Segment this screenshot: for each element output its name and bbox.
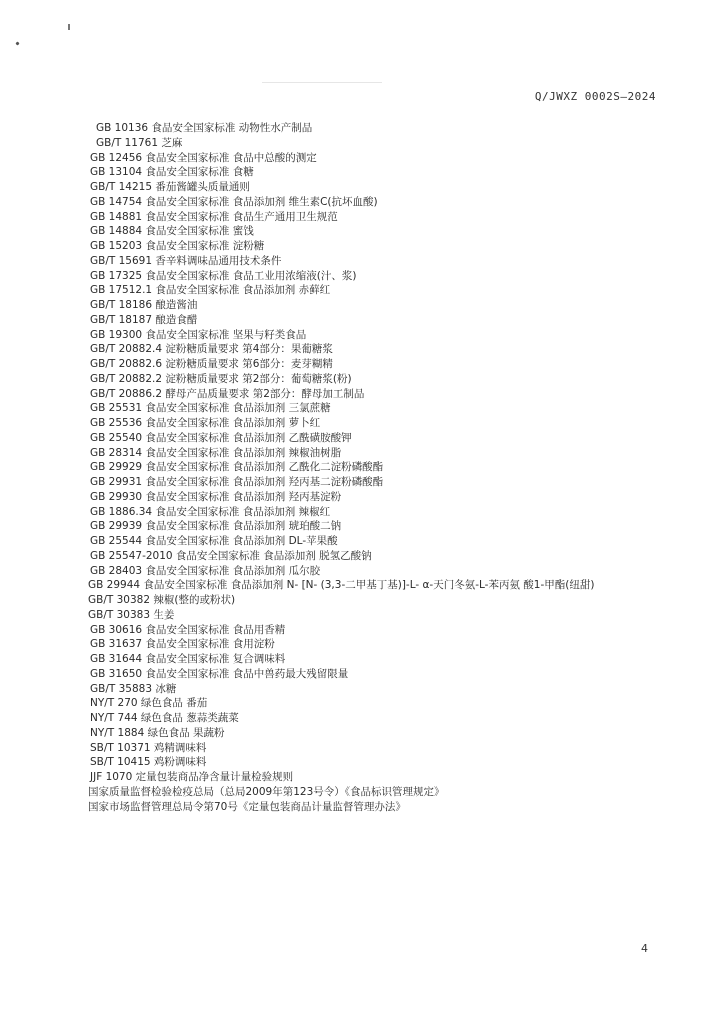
standard-code: Q/JWXZ 0002S—2024 [534,90,656,103]
reference-item: GB 13104 食品安全国家标准 食糖 [90,166,254,179]
reference-item: GB 29931 食品安全国家标准 食品添加剂 羟丙基二淀粉磷酸酯 [90,476,384,488]
page-number: 4 [641,942,648,955]
reference-item: GB 14884 食品安全国家标准 蜜饯 [90,225,254,238]
reference-item: GB 17512.1 食品安全国家标准 食品添加剂 赤藓红 [90,284,331,297]
reference-item: GB 29930 食品安全国家标准 食品添加剂 羟丙基淀粉 [90,490,342,503]
reference-item: GB 29929 食品安全国家标准 食品添加剂 乙酰化二淀粉磷酸酯 [90,461,384,474]
reference-item: SB/T 10415 鸡粉调味料 [90,756,207,769]
normative-references-list [88,121,678,814]
reference-item: GB 10136 食品安全国家标准 动物性水产制品 [96,122,313,134]
reference-item: GB/T 18187 酿造食醋 [90,313,198,326]
reference-item: GB 1886.34 食品安全国家标准 食品添加剂 辣椒红 [90,505,331,518]
reference-item: GB 31644 食品安全国家标准 复合调味料 [90,653,286,665]
reference-item: GB 31650 食品安全国家标准 食品中兽药最大残留限量 [90,667,349,680]
reference-item: GB/T 30383 生姜 [88,608,175,621]
reference-item: GB/T 20882.6 淀粉糖质量要求 第6部分：麦芽糊精 [90,358,333,370]
reference-item: GB/T 30382 辣椒(整的或粉状) [88,594,236,606]
reference-item: GB 30616 食品安全国家标准 食品用香精 [90,623,286,636]
reference-item: GB 29939 食品安全国家标准 食品添加剂 琥珀酸二钠 [90,520,342,533]
reference-item: NY/T 270 绿色食品 番茄 [90,697,208,710]
reference-item: GB 25547-2010 食品安全国家标准 食品添加剂 脱氢乙酸钠 [90,549,372,562]
reference-item: GB/T 18186 酿造酱油 [90,299,198,311]
scan-speck [68,24,70,30]
reference-item: 国家市场监督管理总局令第70号《定量包装商品计量监督管理办法》 [88,800,406,813]
reference-item: NY/T 744 绿色食品 葱蒜类蔬菜 [90,712,239,724]
reference-item: GB 31637 食品安全国家标准 食用淀粉 [90,638,275,651]
reference-item: GB/T 20882.2 淀粉糖质量要求 第2部分：葡萄糖浆(粉) [90,372,352,385]
reference-item: GB 17325 食品安全国家标准 食品工业用浓缩液(汁、浆) [90,269,357,282]
reference-item: GB 29944 食品安全国家标准 食品添加剂 N- [N- (3,3-二甲基丁基)]-L- α-天门冬氨-L-苯丙氨 酸1-甲酯(纽甜) [88,579,595,592]
reference-item: GB 25540 食品安全国家标准 食品添加剂 乙酰磺胺酸钾 [90,431,352,444]
reference-item: JJF 1070 定量包装商品净含量计量检验规则 [90,771,294,783]
reference-item: GB 19300 食品安全国家标准 坚果与籽类食品 [90,328,307,341]
reference-item: GB 25536 食品安全国家标准 食品添加剂 萝卜红 [90,417,321,429]
reference-item: GB 14881 食品安全国家标准 食品生产通用卫生规范 [90,210,338,223]
reference-item: GB/T 15691 香辛料调味品通用技术条件 [90,254,282,267]
reference-item: GB 12456 食品安全国家标准 食品中总酸的测定 [90,151,317,164]
reference-item: SB/T 10371 鸡精调味料 [90,741,207,754]
reference-item: 国家质量监督检验检疫总局（总局2009年第123号令）《食品标识管理规定》 [88,785,445,798]
header-rule [262,82,382,83]
reference-item: GB/T 35883 冰糖 [90,682,177,695]
scan-speck [15,41,19,45]
reference-item: NY/T 1884 绿色食品 果蔬粉 [90,726,225,739]
reference-item: GB/T 20882.4 淀粉糖质量要求 第4部分：果葡糖浆 [90,343,333,356]
reference-item: GB 28403 食品安全国家标准 食品添加剂 瓜尔胶 [90,564,321,577]
reference-item: GB 25544 食品安全国家标准 食品添加剂 DL-苹果酸 [90,535,338,547]
reference-item: GB/T 14215 番茄酱罐头质量通则 [90,181,250,193]
reference-item: GB/T 20886.2 酵母产品质量要求 第2部分：酵母加工制品 [90,387,365,400]
reference-item: GB 15203 食品安全国家标准 淀粉糖 [90,240,265,252]
reference-item: GB 25531 食品安全国家标准 食品添加剂 三氯蔗糖 [90,402,331,415]
reference-item: GB 28314 食品安全国家标准 食品添加剂 辣椒油树脂 [90,446,342,459]
reference-item: GB 14754 食品安全国家标准 食品添加剂 维生素C(抗坏血酸) [90,195,378,208]
reference-item: GB/T 11761 芝麻 [96,136,183,149]
